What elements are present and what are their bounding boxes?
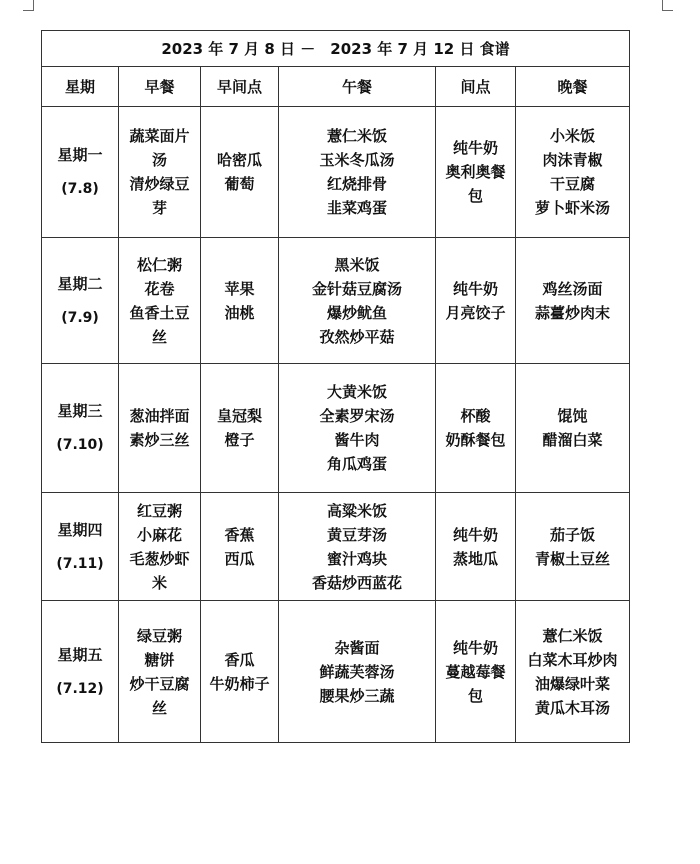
day-name: 星期二 (57, 274, 103, 293)
menu-item: 奶酥餐包 (445, 431, 506, 449)
header-breakfast: 早餐 (119, 67, 201, 107)
menu-item: 纯牛奶 (452, 638, 498, 657)
lunch-cell (279, 601, 436, 743)
afternoon-snack-cell (436, 364, 516, 493)
menu-item: 玉米冬瓜汤 (319, 151, 395, 169)
menu-item: 韭菜鸡蛋 (326, 199, 387, 217)
table-row (42, 493, 630, 601)
menu-item: 小麻花 (136, 525, 182, 544)
dinner-cell (516, 601, 630, 743)
day-name: 星期五 (57, 645, 103, 664)
menu-item: 薏仁米饭 (326, 127, 387, 145)
morning-snack-cell (201, 364, 279, 493)
crop-mark-left (23, 0, 34, 11)
menu-item: 皇冠梨 (216, 407, 262, 425)
crop-mark-right (662, 0, 673, 11)
menu-item: 孜然炒平菇 (319, 327, 395, 346)
menu-item: 葱油拌面 (129, 407, 190, 425)
menu-item: 清炒绿豆芽 (129, 175, 190, 217)
menu-item: 花卷 (144, 279, 175, 298)
menu-item: 糖饼 (144, 650, 175, 669)
day-cell (42, 601, 119, 743)
afternoon-snack-cell (436, 238, 516, 364)
menu-item: 毛葱炒虾米 (129, 549, 190, 592)
morning-snack-cell (201, 238, 279, 364)
menu-item: 醋溜白菜 (542, 431, 603, 449)
menu-item: 小米饭 (550, 127, 596, 145)
morning-snack-cell (201, 107, 279, 238)
breakfast-cell (119, 493, 201, 601)
menu-item: 红豆粥 (136, 501, 182, 520)
menu-item: 牛奶柿子 (209, 674, 270, 693)
menu-item: 黄瓜木耳汤 (535, 698, 611, 717)
menu-item: 西瓜 (224, 549, 255, 568)
morning-snack-cell (201, 493, 279, 601)
menu-table (41, 30, 630, 743)
menu-item: 馄饨 (557, 407, 588, 425)
day-date: (7.11) (56, 555, 104, 572)
menu-item: 金针菇豆腐汤 (311, 279, 402, 298)
table-row (42, 601, 630, 743)
menu-item: 蔓越莓餐包 (445, 662, 506, 705)
lunch-cell (279, 107, 436, 238)
menu-item: 油爆绿叶菜 (535, 674, 611, 693)
menu-item: 鸡丝汤面 (542, 279, 603, 298)
lunch-cell (279, 238, 436, 364)
header-lunch: 午餐 (279, 67, 436, 107)
header-day: 星期 (42, 67, 119, 107)
menu-item: 鲜蔬芙蓉汤 (319, 662, 395, 681)
menu-item: 纯牛奶 (452, 525, 498, 544)
menu-item: 杂酱面 (334, 638, 380, 657)
menu-item: 萝卜虾米汤 (535, 199, 611, 217)
menu-item: 油桃 (224, 303, 255, 322)
menu-item: 蒸地瓜 (452, 549, 498, 568)
menu-item: 肉沫青椒 (542, 151, 603, 169)
menu-item: 松仁粥 (136, 255, 182, 274)
menu-item: 大黄米饭 (326, 383, 387, 401)
menu-item: 全素罗宋汤 (319, 407, 395, 425)
menu-item: 酱牛肉 (334, 431, 380, 449)
day-cell (42, 364, 119, 493)
breakfast-cell (119, 364, 201, 493)
table-row (42, 364, 630, 493)
breakfast-cell (119, 238, 201, 364)
menu-item: 炒干豆腐丝 (129, 674, 190, 717)
day-date: (7.8) (61, 181, 99, 197)
menu-item: 杯酸 (460, 407, 491, 425)
day-name: 星期三 (57, 402, 103, 420)
day-name: 星期四 (57, 520, 103, 539)
header-dinner: 晚餐 (516, 67, 630, 107)
morning-snack-cell (201, 601, 279, 743)
menu-title: 2023 年 7 月 8 日 － 2023 年 7 月 12 日 食谱 (42, 31, 630, 67)
menu-item: 苹果 (224, 279, 255, 298)
lunch-cell (279, 493, 436, 601)
menu-item: 高粱米饭 (326, 501, 387, 520)
menu-item: 茄子饭 (550, 525, 596, 544)
menu-item: 橙子 (224, 431, 255, 449)
menu-item: 葡萄 (224, 175, 255, 193)
day-date: (7.10) (56, 437, 104, 453)
header-afternoon-snack: 间点 (436, 67, 516, 107)
day-cell (42, 238, 119, 364)
day-date: (7.9) (61, 309, 99, 326)
menu-item: 素炒三丝 (129, 431, 190, 449)
title-row (42, 31, 630, 67)
menu-item: 黄豆芽汤 (326, 525, 387, 544)
day-name: 星期一 (57, 146, 103, 164)
menu-item: 奥利奥餐包 (445, 163, 506, 205)
menu-item: 哈密瓜 (216, 151, 262, 169)
menu-item: 蔬菜面片汤 (129, 127, 190, 169)
menu-item: 鱼香土豆丝 (129, 303, 190, 346)
menu-item: 香蕉 (224, 525, 255, 544)
afternoon-snack-cell (436, 107, 516, 238)
menu-item: 绿豆粥 (136, 626, 182, 645)
menu-item: 蜜汁鸡块 (326, 549, 387, 568)
menu-item: 蒜薹炒肉末 (535, 303, 611, 322)
menu-item: 爆炒鱿鱼 (326, 303, 387, 322)
lunch-cell (279, 364, 436, 493)
table-row (42, 107, 630, 238)
menu-item: 黑米饭 (334, 255, 380, 274)
afternoon-snack-cell (436, 493, 516, 601)
breakfast-cell (119, 601, 201, 743)
dinner-cell (516, 238, 630, 364)
menu-item: 红烧排骨 (326, 175, 387, 193)
table-row (42, 238, 630, 364)
breakfast-cell (119, 107, 201, 238)
menu-item: 青椒土豆丝 (535, 549, 611, 568)
dinner-cell (516, 364, 630, 493)
dinner-cell (516, 493, 630, 601)
header-row (42, 67, 630, 107)
menu-item: 角瓜鸡蛋 (326, 455, 387, 473)
menu-item: 干豆腐 (550, 175, 596, 193)
menu-item: 纯牛奶 (452, 279, 498, 298)
menu-item: 月亮饺子 (445, 303, 506, 322)
menu-item: 香瓜 (224, 650, 255, 669)
dinner-cell (516, 107, 630, 238)
day-cell (42, 493, 119, 601)
menu-item: 白菜木耳炒肉 (527, 650, 618, 669)
afternoon-snack-cell (436, 601, 516, 743)
day-cell (42, 107, 119, 238)
menu-item: 腰果炒三蔬 (319, 686, 395, 705)
menu-item: 纯牛奶 (452, 139, 498, 157)
menu-item: 香菇炒西蓝花 (311, 573, 402, 592)
day-date: (7.12) (56, 680, 104, 697)
header-morning-snack: 早间点 (201, 67, 279, 107)
menu-item: 薏仁米饭 (542, 626, 603, 645)
